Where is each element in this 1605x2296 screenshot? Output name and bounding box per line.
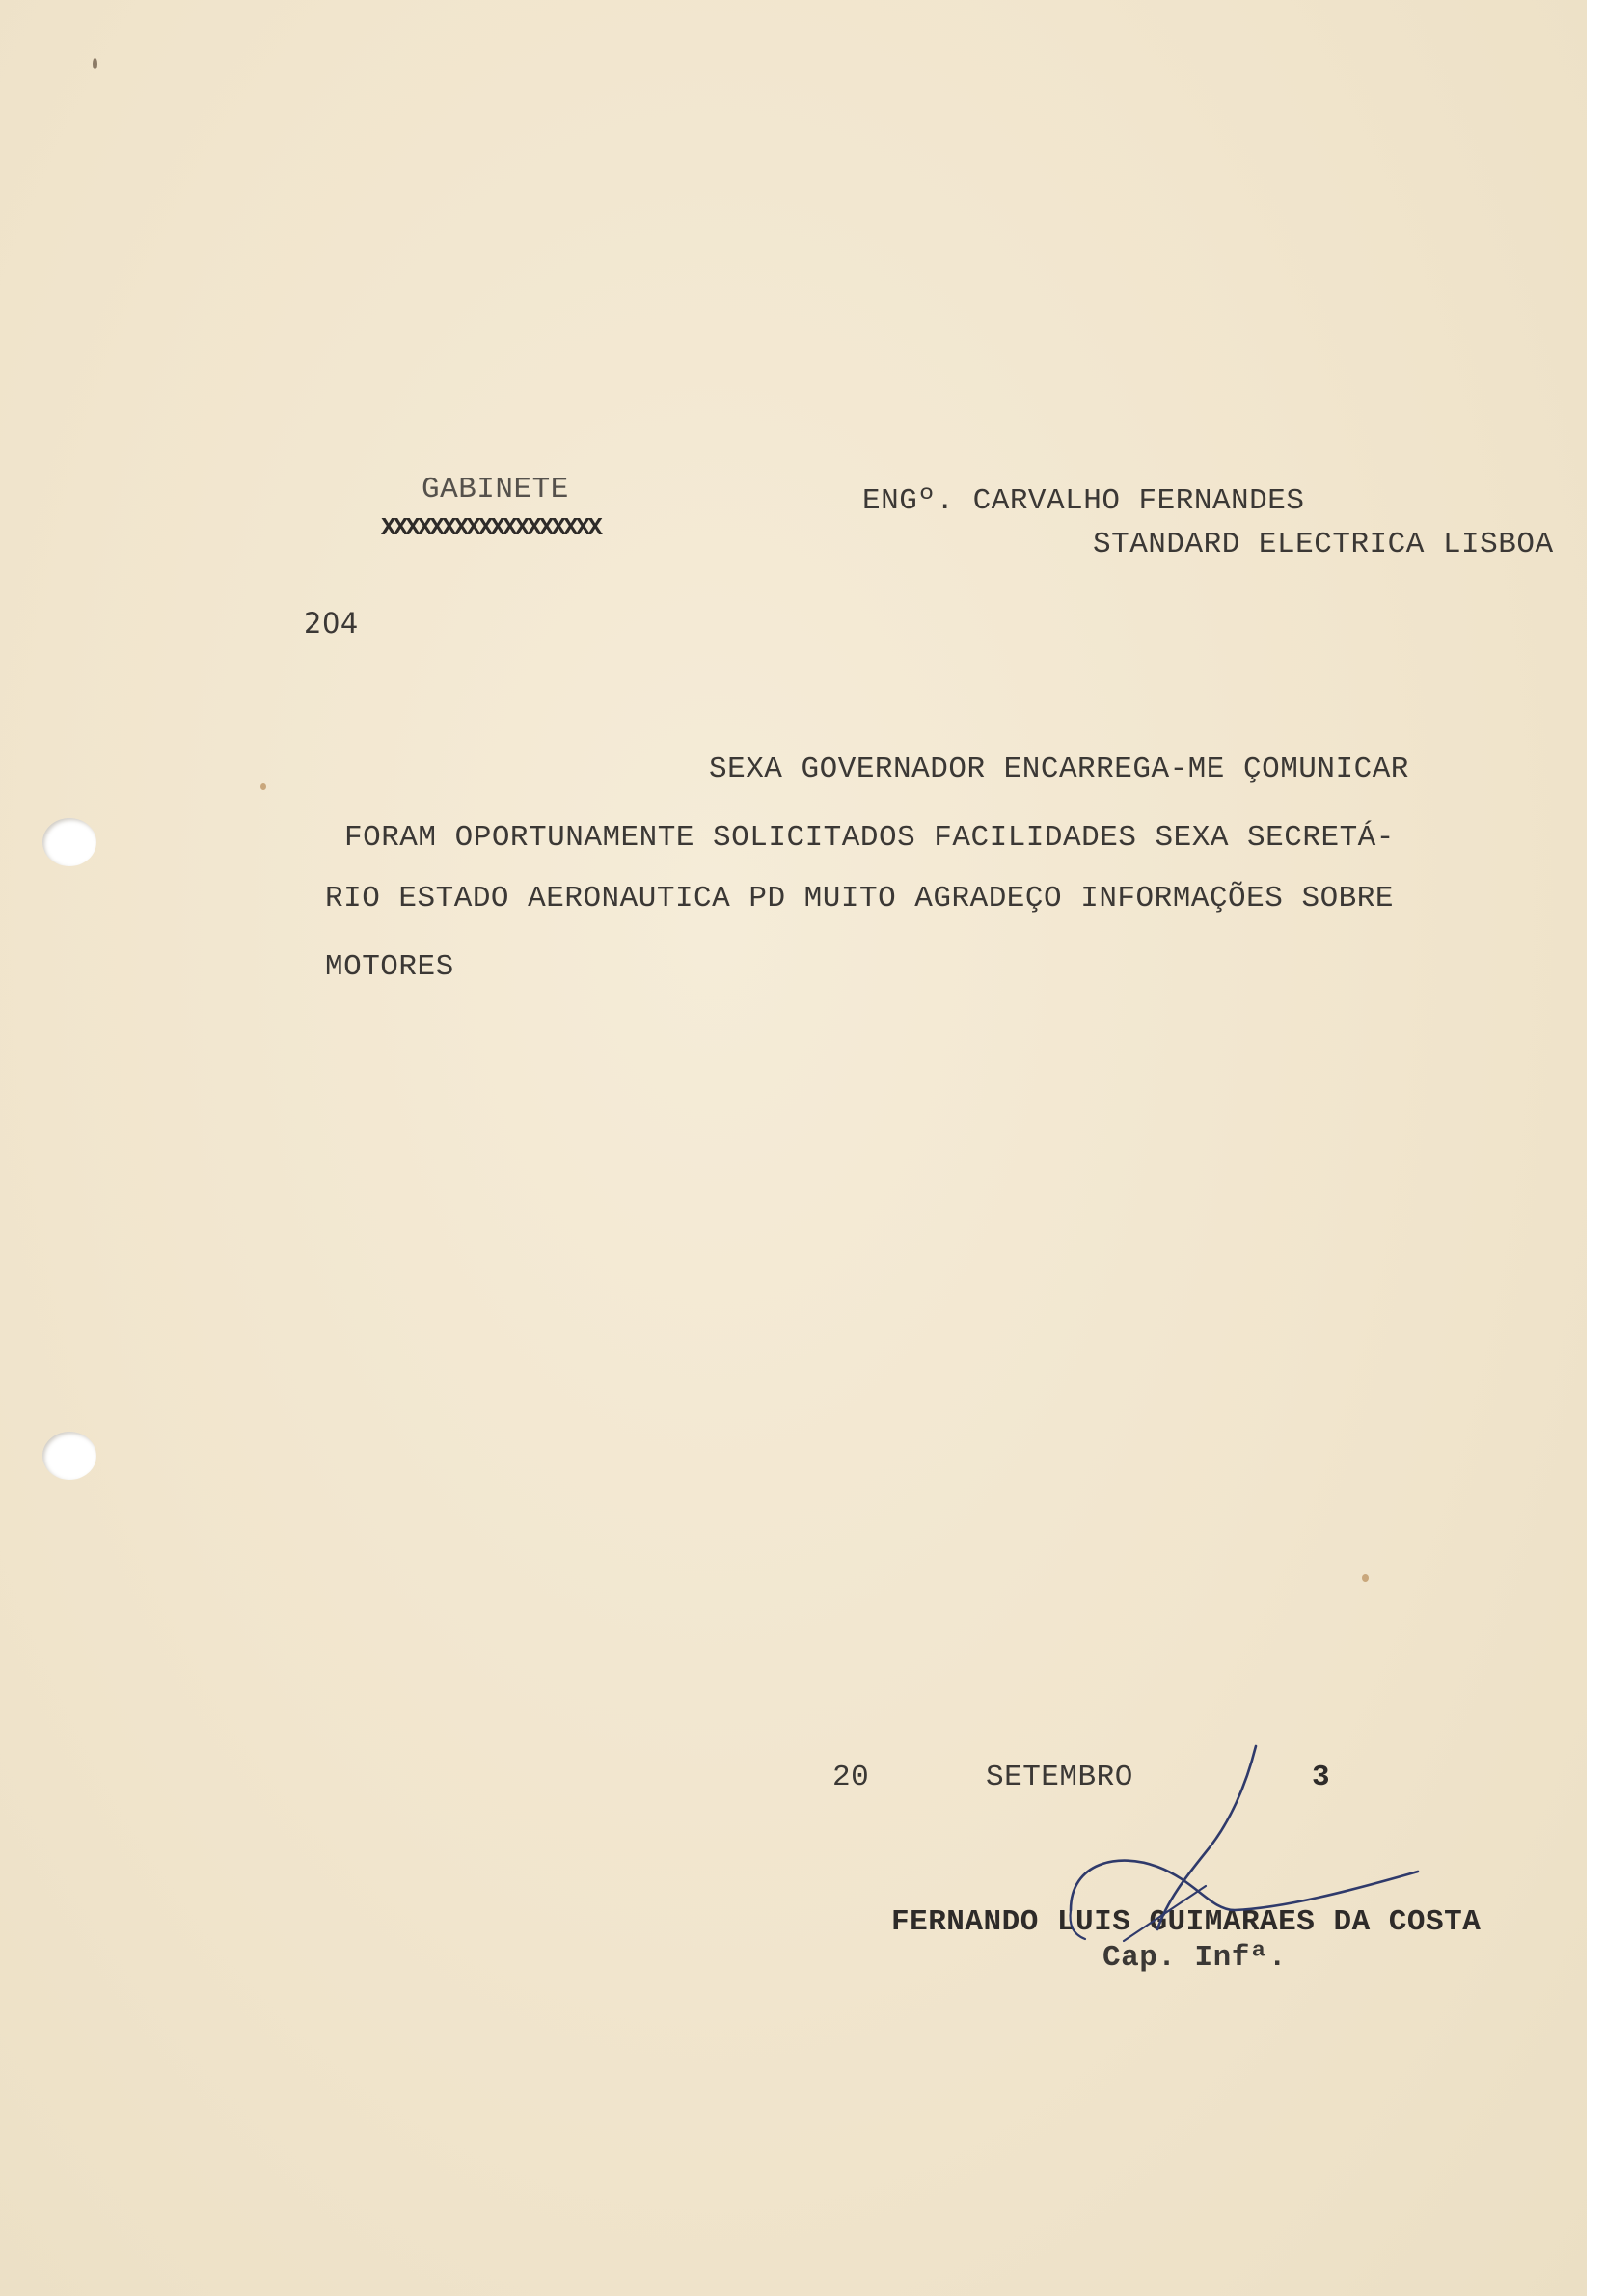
handwritten-signature xyxy=(1032,1736,1437,1958)
paper-fleck xyxy=(260,783,266,790)
body-line-2: FORAM OPORTUNAMENTE SOLICITADOS FACILIDADES SEXA SECRETÁ- xyxy=(344,821,1395,855)
reference-number: 204 xyxy=(304,607,359,640)
body-line-3: RIO ESTADO AERONAUTICA PD MUITO AGRADEÇO INFORMAÇÕES SOBRE xyxy=(325,882,1394,916)
signatory-rank: Cap. Infª. xyxy=(1102,1941,1288,1975)
recipient-line-2: STANDARD ELECTRICA LISBOA xyxy=(1093,528,1554,561)
recipient-line-1: ENGº. CARVALHO FERNANDES xyxy=(862,484,1305,518)
date-day: 20 xyxy=(832,1761,870,1794)
struck-out-text: XXXXXXXXXXXXXXXXXX xyxy=(381,513,600,542)
date-year-fragment: 3 xyxy=(1312,1761,1331,1794)
paper-fleck xyxy=(93,58,97,69)
body-line-4: MOTORES xyxy=(325,950,454,984)
date-month: SETEMBRO xyxy=(986,1761,1133,1794)
office-heading: GABINETE xyxy=(422,473,569,506)
signatory-name: FERNANDO LUIS GUIMARAES DA COSTA xyxy=(891,1905,1482,1939)
scan-margin xyxy=(1587,0,1605,2296)
paper-fleck xyxy=(1362,1574,1369,1582)
body-line-1: SEXA GOVERNADOR ENCARREGA-ME ÇOMUNICAR xyxy=(709,752,1409,786)
punch-hole-top xyxy=(42,818,96,866)
punch-hole-bottom xyxy=(42,1432,96,1480)
